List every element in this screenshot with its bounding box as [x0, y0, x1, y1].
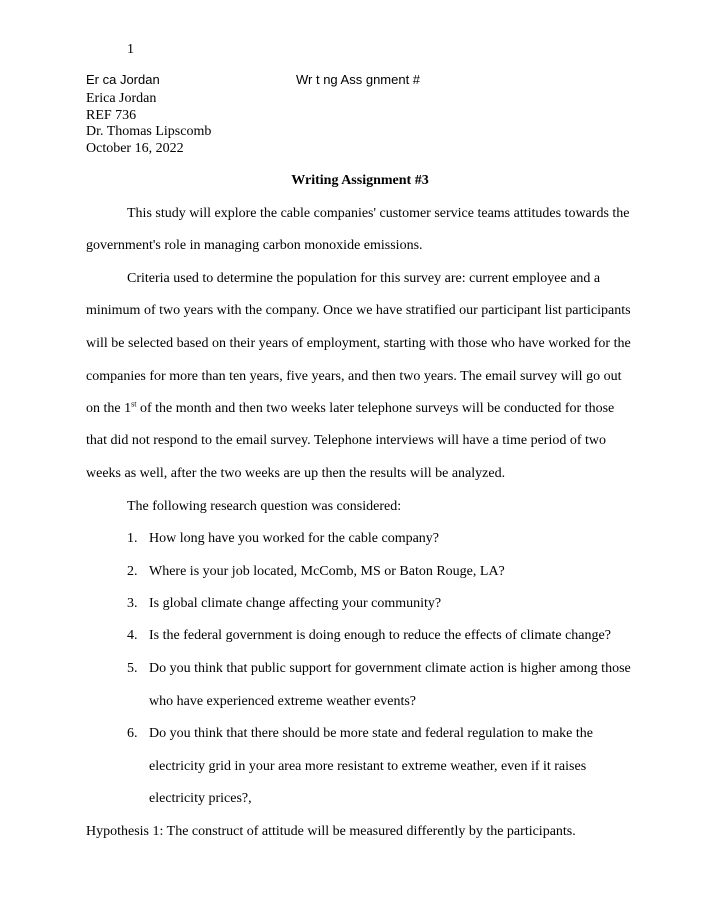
hypothesis-statement: Hypothesis 1: The construct of attitude will be measured differently by the participants.: [86, 824, 576, 839]
question-1-text: How long have you worked for the cable company?: [149, 531, 440, 546]
question-2-number: 2.: [127, 564, 138, 579]
paragraph-2-line-7: weeks as well, after the two weeks are up then the results will be analyzed.: [86, 466, 506, 481]
paragraph-2-line-5-start: on the 1: [86, 401, 132, 416]
question-5-text-line-1: Do you think that public support for government climate action is higher among those: [149, 661, 631, 676]
question-5-text-line-2: who have experienced extreme weather events?: [149, 694, 417, 709]
paragraph-2-line-2: minimum of two years with the company. Once we have stratified our participant list participants: [86, 303, 631, 318]
ordinal-suffix: st: [131, 399, 137, 409]
paragraph-2-line-5: [86, 401, 614, 417]
course-code: REF 736: [86, 108, 137, 123]
running-header-title: Wr t ng Ass gnment #: [296, 72, 421, 87]
question-4-text: Is the federal government is doing enough to reduce the effects of climate change?: [149, 628, 611, 643]
page-number: 1: [127, 42, 134, 57]
question-6-text-line-3: electricity prices?,: [149, 791, 252, 806]
question-1-number: 1.: [127, 531, 138, 546]
document-date: October 16, 2022: [86, 141, 184, 156]
question-6-number: 6.: [127, 726, 138, 741]
paragraph-2-line-6: that did not respond to the email survey. Telephone interviews will have a time period of two: [86, 433, 607, 448]
paragraph-2-line-5-end: of the month and then two weeks later telephone surveys will be conducted for those: [136, 401, 615, 416]
paragraph-1-line-1: This study will explore the cable companies' customer service teams attitudes towards the: [127, 206, 630, 221]
paragraph-2-line-3: will be selected based on their years of employment, starting with those who have worked for the: [86, 336, 631, 351]
running-header-author: Er ca Jordan: [86, 72, 160, 87]
instructor-name: Dr. Thomas Lipscomb: [86, 124, 212, 139]
paragraph-1-line-2: government's role in managing carbon monoxide emissions.: [86, 238, 423, 253]
question-2-text: Where is your job located, McComb, MS or Baton Rouge, LA?: [149, 564, 505, 579]
question-3-text: Is global climate change affecting your community?: [149, 596, 442, 611]
question-6-text-line-1: Do you think that there should be more state and federal regulation to make the: [149, 726, 593, 741]
document-title: Writing Assignment #3: [291, 173, 429, 188]
question-4-number: 4.: [127, 628, 138, 643]
question-6-text-line-2: electricity grid in your area more resistant to extreme weather, even if it raises: [149, 759, 587, 774]
research-question-intro: The following research question was considered:: [127, 499, 402, 514]
question-3-number: 3.: [127, 596, 138, 611]
question-5-number: 5.: [127, 661, 138, 676]
author-name: Erica Jordan: [86, 91, 157, 106]
paragraph-2-line-4: companies for more than ten years, five years, and then two years. The email survey will go out: [86, 369, 622, 384]
paragraph-2-line-1: Criteria used to determine the population for this survey are: current employee and a: [127, 271, 601, 286]
